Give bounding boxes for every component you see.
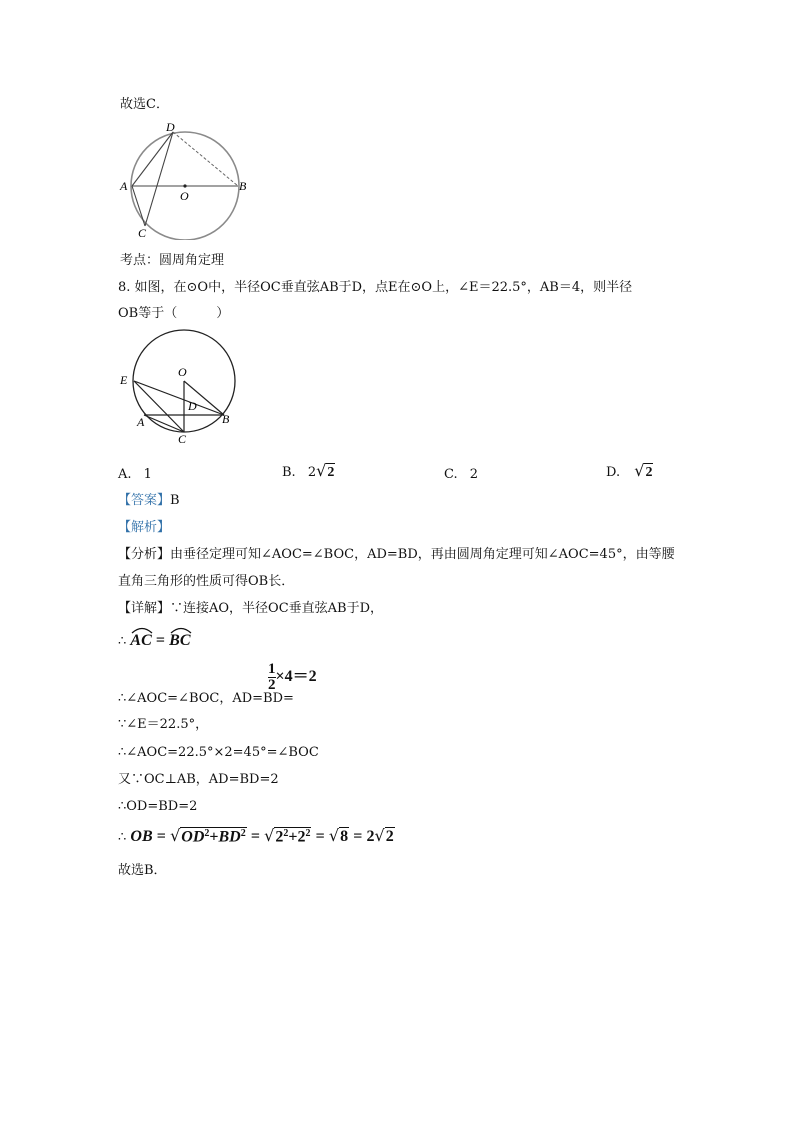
prev-label-a: A [120,179,128,193]
arc-bc [169,632,190,650]
xiangjie-tag: 【详解】 [118,601,171,616]
xiangjie-line3: ∴∠AOC=∠BOC，AD=BD= [118,691,294,706]
two-b: 2 [297,828,306,845]
sup-2d: 2 [305,827,311,839]
prev-circle-figure [118,120,248,240]
analysis-tag: 【解析】 [118,520,171,535]
xiangjie-line4: ∵∠E＝22.5°， [118,717,209,732]
arc-equation [118,632,191,651]
fenxi-line2: 直角三角形的性质可得OB长． [118,574,295,589]
eq2: = [250,828,260,845]
prev-label-d: D [166,120,175,134]
option-c [444,466,478,484]
prev-label-o: O [180,189,189,203]
option-d-letter: D. [606,465,621,480]
frac-num: 1 [268,661,276,677]
q8-label-o: O [178,365,187,379]
arc-ac-text: AC [130,632,152,649]
xiangjie-line1 [118,600,383,618]
sqrt-icon: √ [328,826,340,845]
prev-label-c: C [138,226,147,240]
arc-bc-text: BC [169,632,191,649]
option-a [118,466,152,484]
q8-label-a: A [137,415,145,429]
final-coef: 2 [366,828,375,845]
fraction-half [268,662,276,693]
radical-2-2 [274,827,311,846]
radical-8: 8 [340,828,349,845]
q8-label-c: C [178,432,187,446]
q8-label-d: D [188,399,197,413]
therefore-symbol-2: ∴ [118,830,127,845]
sqrt-icon: √ [264,826,275,845]
eq4: = [353,828,363,845]
answer-tag: 【答案】 [118,493,171,508]
sqrt-icon: √ [170,826,181,845]
sup-2c: 2 [283,827,289,839]
option-b-letter: B. [282,465,296,480]
arc-icon [130,626,154,634]
option-d [606,462,653,482]
arc-icon [169,626,193,634]
arc-ac [130,632,151,650]
fenxi-line1 [118,546,675,564]
half-times-four [268,662,317,693]
final-conclusion: 故选B． [118,863,167,878]
sup-2a: 2 [204,827,210,839]
sqrt-icon: √ [634,461,645,480]
answer-value: B [170,493,180,508]
plus-1: + [209,828,219,845]
xiangjie-line7: ∴OD=BD=2 [118,799,198,814]
q8-label-b: B [222,412,230,426]
q8-stem-line2: OB等于（ ） [118,306,230,321]
prev-label-b: B [239,179,247,193]
fenxi-tag: 【分析】 [118,547,171,562]
od: OD [181,828,205,845]
option-c-letter: C. [444,467,458,482]
q8-label-e: E [120,373,128,387]
sqrt-icon: √ [316,461,327,480]
eq3: = [315,828,325,845]
prev-kaodian: 考点：圆周角定理 [120,253,225,268]
option-b-coef: 2 [307,465,317,480]
xiangjie-line6: 又∵OC⊥AB，AD=BD=2 [118,772,279,787]
plus-2: + [288,828,298,845]
frac-den: 2 [268,677,276,693]
answer-line [118,492,180,510]
prev-conclusion: 故选C． [120,97,169,112]
option-b-radicand: 2 [327,465,335,480]
sup-2b: 2 [240,827,246,839]
fenxi-text1: 由垂径定理可知∠AOC=∠BOC，AD=BD，再由圆周角定理可知∠AOC=45°，由等腰 [170,547,675,562]
therefore-symbol: ∴ [118,634,127,649]
arc-eq: = [155,632,166,649]
sqrt-icon: √ [374,826,385,845]
option-a-value: 1 [143,467,152,482]
option-c-value: 2 [469,467,479,482]
q8-circle-figure [116,328,244,446]
two-a: 2 [275,828,284,845]
ob: OB [130,828,153,845]
xiangjie-line5: ∴∠AOC=22.5°×2=45°=∠BOC [118,745,319,760]
final-radicand: 2 [385,828,394,845]
final-equation [118,826,395,847]
option-b [282,462,335,482]
eq1: = [156,828,166,845]
bd: BD [218,828,241,845]
times-four: ×4＝2 [275,668,317,685]
radical-od-bd [180,827,246,846]
option-d-radicand: 2 [645,465,653,480]
q8-stem-line1: 8. 如图，在⊙O中，半径OC垂直弦AB于D，点E在⊙O上，∠E＝22.5°，AB＝4，则半径 [118,280,633,295]
xiangjie-text1: ∵连接AO，半径OC垂直弦AB于D， [170,601,384,616]
option-a-letter: A. [118,467,132,482]
